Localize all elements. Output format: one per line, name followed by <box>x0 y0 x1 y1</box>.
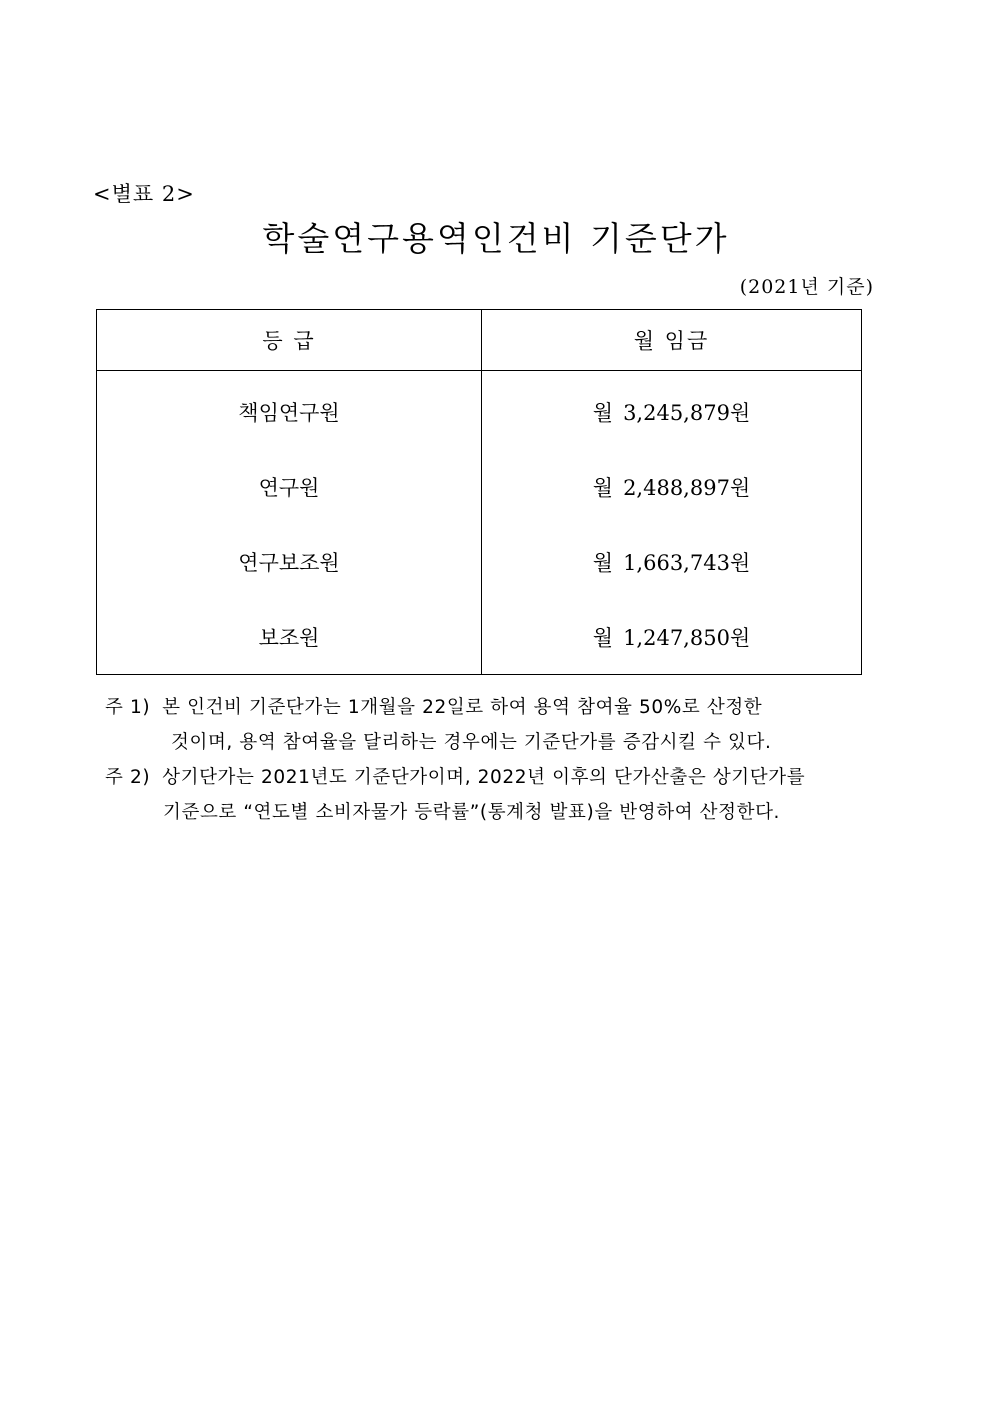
note-2-line-1 <box>105 760 905 795</box>
grade-cell: 보조원 <box>97 599 482 675</box>
wage-cell <box>482 599 862 675</box>
table-row <box>97 524 862 599</box>
wage-prefix: 월 <box>592 550 614 575</box>
note-1-line-1 <box>105 690 905 725</box>
annex-label: <별표 2> <box>93 182 195 206</box>
table-row <box>97 599 862 675</box>
note-2-text: 상기단가는 2021년도 기준단가이며, 2022년 이후의 단가산출은 상기단가를 <box>162 767 806 788</box>
table-row <box>97 371 862 450</box>
note-2-marker: 주 2) <box>105 767 151 788</box>
wage-amount: 2,488,897원 <box>623 475 751 500</box>
grade-cell: 책임연구원 <box>97 371 482 450</box>
basis-year-note: (2021년 기준) <box>739 276 874 298</box>
header-grade: 등 급 <box>97 310 482 371</box>
wage-prefix: 월 <box>592 400 614 425</box>
footnotes <box>105 690 905 830</box>
document-title: 학술연구용역인건비 기준단가 <box>262 219 730 258</box>
wage-amount: 1,663,743원 <box>623 550 751 575</box>
wage-amount: 3,245,879원 <box>623 400 751 425</box>
wage-cell <box>482 449 862 524</box>
table-row <box>97 449 862 524</box>
note-1-text: 본 인건비 기준단가는 1개월을 22일로 하여 용역 참여율 50%로 산정한 <box>162 697 763 718</box>
header-monthly-wage: 월 임금 <box>482 310 862 371</box>
note-1-line-2: 것이며, 용역 참여율을 달리하는 경우에는 기준단가를 증감시킬 수 있다. <box>171 732 772 753</box>
grade-cell: 연구보조원 <box>97 524 482 599</box>
note-2-line-2: 기준으로 “연도별 소비자물가 등락률”(통계청 발표)을 반영하여 산정한다. <box>163 802 781 823</box>
wage-amount: 1,247,850원 <box>623 625 751 650</box>
grade-cell: 연구원 <box>97 449 482 524</box>
note-1-marker: 주 1) <box>105 697 151 718</box>
wage-prefix: 월 <box>592 475 614 500</box>
wage-prefix: 월 <box>592 625 614 650</box>
wage-table <box>96 309 862 675</box>
wage-cell <box>482 371 862 450</box>
table-header-row <box>97 310 862 371</box>
wage-cell <box>482 524 862 599</box>
